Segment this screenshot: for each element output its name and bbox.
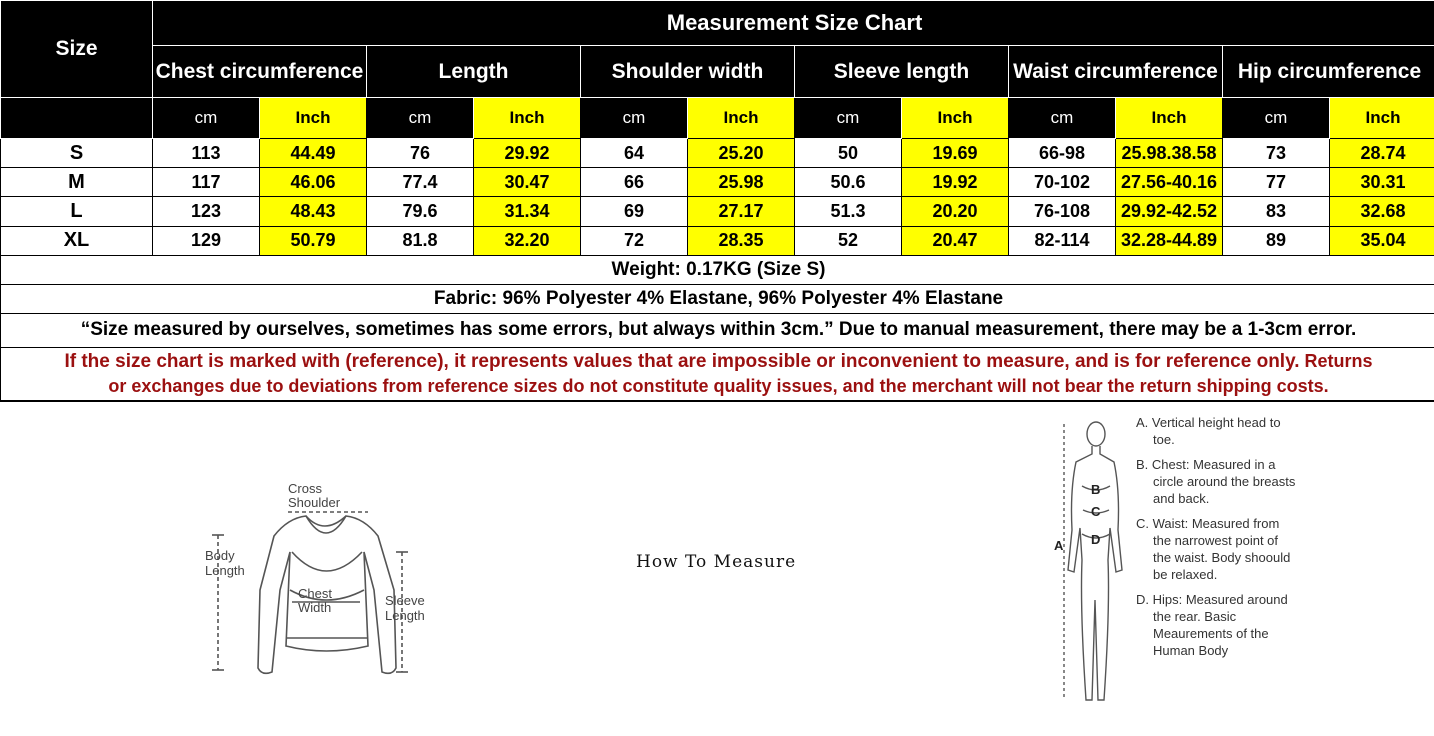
inch-value: 32.20 — [474, 226, 581, 255]
chest-width-label-line2: Width — [298, 600, 332, 615]
shoulder-label-line2: Shoulder — [288, 495, 341, 510]
inch-value: 30.47 — [474, 168, 581, 197]
inch-value: 32.68 — [1330, 197, 1434, 226]
cm-value: 77.4 — [367, 168, 474, 197]
unit-inch: Inch — [260, 98, 367, 139]
inch-value: 29.92-42.52 — [1116, 197, 1223, 226]
cross-label-line1: Cross — [288, 481, 322, 496]
legend-c: C. Waist: Measured from the narrowest point of the waist. Body shoould be relaxed. — [1136, 516, 1291, 582]
unit-cm: cm — [367, 98, 474, 139]
legend-a: A. Vertical height head to toe. — [1136, 415, 1281, 447]
table-row — [1, 168, 1434, 197]
sweater-diagram — [196, 440, 446, 700]
cm-value: 51.3 — [795, 197, 902, 226]
body-label-line1: Body — [205, 548, 235, 563]
cm-value: 82-114 — [1009, 226, 1116, 255]
group-header-shoulder: Shoulder width — [581, 46, 795, 98]
marker-b: B — [1091, 482, 1101, 497]
inch-value: 35.04 — [1330, 226, 1434, 255]
cm-value: 76-108 — [1009, 197, 1116, 226]
cm-value: 79.6 — [367, 197, 474, 226]
cm-value: 72 — [581, 226, 688, 255]
disclaimer-line-2: or exchanges due to deviations from reference sizes do not constitute quality issues, and the merchant will not bear the return shipping costs. — [108, 376, 1329, 397]
body-diagram — [1040, 410, 1140, 710]
group-header-sleeve: Sleeve length — [795, 46, 1009, 98]
measurement-legend — [1136, 414, 1296, 667]
cm-value: 129 — [153, 226, 260, 255]
cm-value: 77 — [1223, 168, 1330, 197]
inch-value: 25.98.38.58 — [1116, 139, 1223, 168]
unit-cm: cm — [581, 98, 688, 139]
table-row — [1, 139, 1434, 168]
group-header-hip: Hip circumference — [1223, 46, 1434, 98]
cm-value: 50 — [795, 139, 902, 168]
cm-value: 117 — [153, 168, 260, 197]
cm-value: 70-102 — [1009, 168, 1116, 197]
inch-value: 25.98 — [688, 168, 795, 197]
cm-value: 66-98 — [1009, 139, 1116, 168]
unit-cm: cm — [1009, 98, 1116, 139]
inch-value: 50.79 — [260, 226, 367, 255]
cm-value: 83 — [1223, 197, 1330, 226]
measurement-note: “Size measured by ourselves, sometimes has some errors, but always within 3cm.” Due to manual measurement, there may be a 1-3cm error. — [1, 313, 1434, 347]
disclaimer-line-1: If the size chart is marked with (reference), it represents values that are impossible or inconvenient to measure, and is for reference only. — [64, 351, 1300, 373]
reference-disclaimer — [1, 347, 1434, 400]
marker-a: A — [1054, 538, 1064, 553]
inch-value: 19.92 — [902, 168, 1009, 197]
cm-value: 76 — [367, 139, 474, 168]
unit-inch: Inch — [902, 98, 1009, 139]
unit-inch: Inch — [1330, 98, 1434, 139]
fabric-line: Fabric: 96% Polyester 4% Elastane, 96% Polyester 4% Elastane — [1, 284, 1434, 313]
inch-value: 31.34 — [474, 197, 581, 226]
inch-value: 28.74 — [1330, 139, 1434, 168]
inch-value: 27.17 — [688, 197, 795, 226]
legend-b: B. Chest: Measured in a circle around the breasts and back. — [1136, 457, 1296, 506]
inch-value: 19.69 — [902, 139, 1009, 168]
inch-value: 30.31 — [1330, 168, 1434, 197]
body-length-label-line2: Length — [205, 563, 245, 578]
cm-value: 52 — [795, 226, 902, 255]
unit-cm: cm — [795, 98, 902, 139]
inch-value: 44.49 — [260, 139, 367, 168]
legend-d: D. Hips: Measured around the rear. Basic Meaurements of the Human Body — [1136, 592, 1288, 658]
size-label: M — [1, 168, 153, 197]
unit-inch: Inch — [474, 98, 581, 139]
inch-value: 20.47 — [902, 226, 1009, 255]
marker-d: D — [1091, 532, 1101, 547]
cm-value: 69 — [581, 197, 688, 226]
inch-value: 29.92 — [474, 139, 581, 168]
chest-label-line1: Chest — [298, 586, 332, 601]
size-rows — [1, 139, 1434, 255]
inch-value: 25.20 — [688, 139, 795, 168]
cm-value: 123 — [153, 197, 260, 226]
table-row — [1, 197, 1434, 226]
cm-value: 64 — [581, 139, 688, 168]
unit-cm: cm — [1223, 98, 1330, 139]
group-header-length: Length — [367, 46, 581, 98]
inch-value: 28.35 — [688, 226, 795, 255]
group-header-chest: Chest circumference — [153, 46, 367, 98]
size-header-spacer — [1, 98, 153, 139]
cm-value: 81.8 — [367, 226, 474, 255]
marker-c: C — [1091, 504, 1101, 519]
how-to-measure-section — [0, 401, 1434, 736]
cm-value: 113 — [153, 139, 260, 168]
group-header-waist: Waist circumference — [1009, 46, 1223, 98]
cm-value: 89 — [1223, 226, 1330, 255]
size-label: S — [1, 139, 153, 168]
inch-value: 46.06 — [260, 168, 367, 197]
sleeve-label-line1: Sleeve — [385, 593, 425, 608]
unit-inch: Inch — [688, 98, 795, 139]
inch-value: 48.43 — [260, 197, 367, 226]
cm-value: 50.6 — [795, 168, 902, 197]
size-label: L — [1, 197, 153, 226]
cm-value: 73 — [1223, 139, 1330, 168]
inch-value: 20.20 — [902, 197, 1009, 226]
inch-value: 32.28-44.89 — [1116, 226, 1223, 255]
size-label: XL — [1, 226, 153, 255]
cm-value: 66 — [581, 168, 688, 197]
table-row — [1, 226, 1434, 255]
sleeve-length-label-line2: Length — [385, 608, 425, 623]
unit-inch: Inch — [1116, 98, 1223, 139]
how-to-measure-label: How To Measure — [636, 552, 797, 572]
unit-cm: cm — [153, 98, 260, 139]
disclaimer-line-1-tail: Returns — [1304, 351, 1373, 372]
inch-value: 27.56-40.16 — [1116, 168, 1223, 197]
chart-title: Measurement Size Chart — [153, 1, 1434, 46]
weight-line: Weight: 0.17KG (Size S) — [1, 255, 1434, 284]
size-header: Size — [1, 1, 153, 98]
